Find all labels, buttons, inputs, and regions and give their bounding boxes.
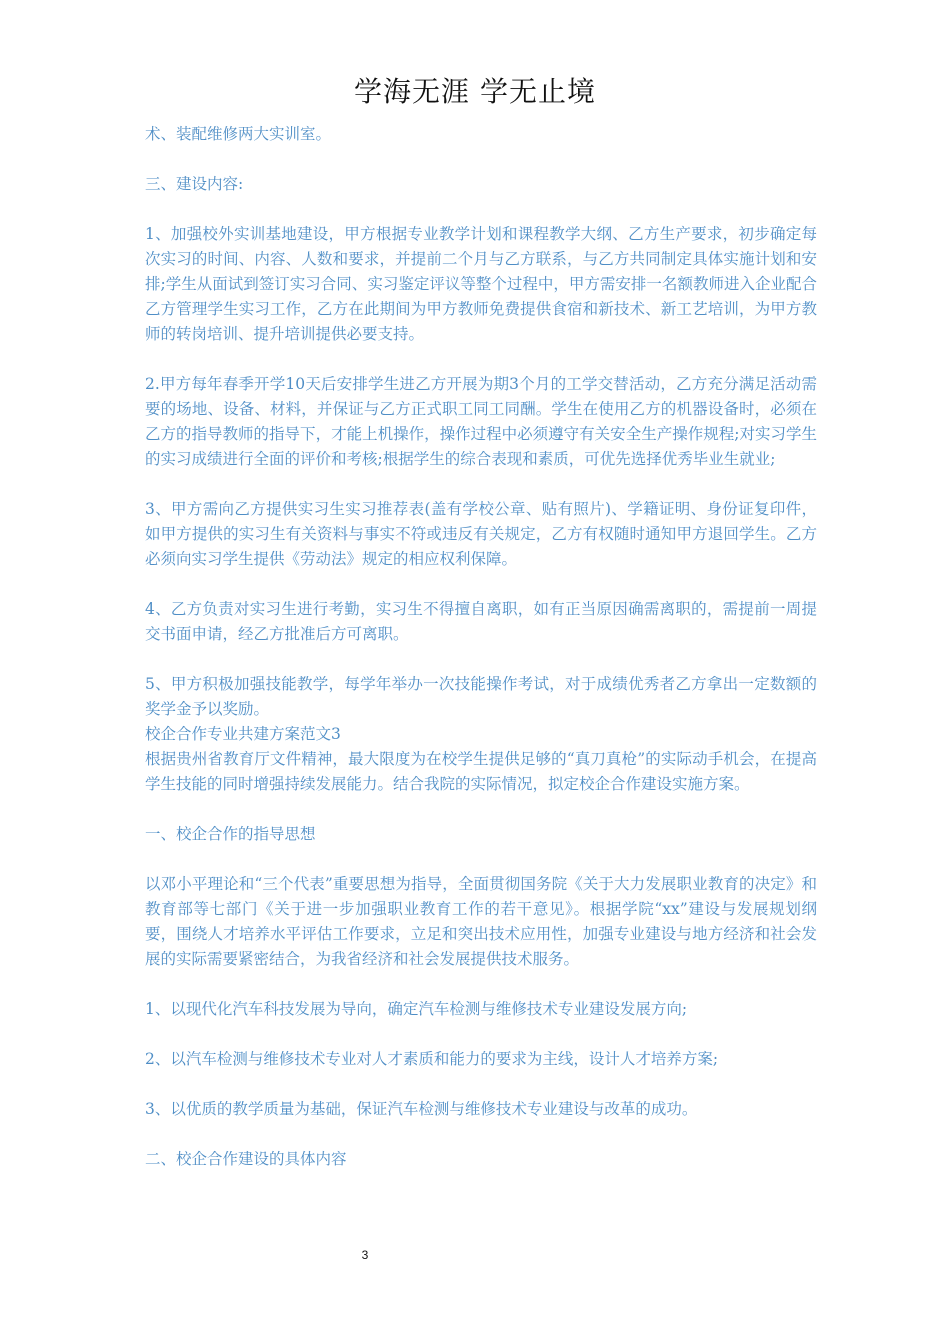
page-footer (0, 1248, 950, 1262)
section-heading-construction-content: 三、建设内容: (145, 175, 244, 193)
page-number: 3 (361, 1248, 369, 1262)
section-heading-specific-content: 二、校企合作建设的具体内容 (145, 1150, 347, 1168)
paragraph-principle-3: 3、以优质的教学质量为基础，保证汽车检测与维修技术专业建设与改革的成功。 (145, 1100, 698, 1118)
paragraph-gap (145, 1072, 817, 1097)
paragraph-item-3: 3、甲方需向乙方提供实习生实习推荐表(盖有学校公章、贴有照片)、学籍证明、身份证复印件，如甲方提供的实习生有关资料与事实不符或违反有关规定，乙方有权随时通知甲方退回学生。乙方必须向实习学生提供《劳动法》规定的相应权利保障。 (145, 500, 817, 568)
paragraph-item-1: 1、加强校外实训基地建设，甲方根据专业教学计划和课程教学大纲、乙方生产要求，初步确定每次实习的时间、内容、人数和要求，并提前二个月与乙方联系，与乙方共同制定具体实施计划和安排;学生从面试到签订实习合同、实习鉴定评议等整个过程中，甲方需安排一名额教师进入企业配合乙方管理学生实习工作，乙方在此期间为甲方教师免费提供食宿和新技术、新工艺培训，为甲方教师的转岗培训、提升培训提供必要支持。 (145, 225, 817, 343)
paragraph-gap (145, 147, 817, 172)
paragraph-gap (145, 472, 817, 497)
example-title: 校企合作专业共建方案范文3 (145, 725, 341, 743)
paragraph-principle-2: 2、以汽车检测与维修技术专业对人才素质和能力的要求为主线，设计人才培养方案; (145, 1050, 719, 1068)
paragraph-principle-1: 1、以现代化汽车科技发展为导向，确定汽车检测与维修技术专业建设发展方向; (145, 1000, 688, 1018)
paragraph-item-2: 2.甲方每年春季开学10天后安排学生进乙方开展为期3个月的工学交替活动，乙方充分满足活动需要的场地、设备、材料，并保证与乙方正式职工同工同酬。学生在使用乙方的机器设备时，必须在乙方的指导教师的指导下，才能上机操作，操作过程中必须遵守有关安全生产操作规程;对实习学生的实习成绩进行全面的评价和考核;根据学生的综合表现和素质，可优先选择优秀毕业生就业; (145, 375, 817, 468)
document-body (145, 122, 817, 1172)
paragraph-gap (145, 572, 817, 597)
paragraph-gap (145, 797, 817, 822)
paragraph-gap (145, 1122, 817, 1147)
paragraph-continuation: 术、装配维修两大实训室。 (145, 125, 332, 143)
paragraph-gap (145, 347, 817, 372)
paragraph-guiding-thought: 以邓小平理论和“三个代表”重要思想为指导，全面贯彻国务院《关于大力发展职业教育的决定》和教育部等七部门《关于进一步加强职业教育工作的若干意见》。根据学院“xx”建设与发展规划纲要，围绕人才培养水平评估工作要求，立足和突出技术应用性，加强专业建设与地方经济和社会发展的实际需要紧密结合，为我省经济和社会发展提供技术服务。 (145, 875, 817, 968)
paragraph-gap (145, 847, 817, 872)
paragraph-gap (145, 972, 817, 997)
paragraph-item-5: 5、甲方积极加强技能教学，每学年举办一次技能操作考试，对于成绩优秀者乙方拿出一定数额的奖学金予以奖励。 (145, 675, 817, 718)
paragraph-intro: 根据贵州省教育厅文件精神，最大限度为在校学生提供足够的“真刀真枪”的实际动手机会，在提高学生技能的同时增强持续发展能力。结合我院的实际情况，拟定校企合作建设实施方案。 (145, 750, 817, 793)
paragraph-gap (145, 197, 817, 222)
paragraph-item-4: 4、乙方负责对实习生进行考勤，实习生不得擅自离职，如有正当原因确需离职的，需提前一周提交书面申请，经乙方批准后方可离职。 (145, 600, 817, 643)
paragraph-gap (145, 1022, 817, 1047)
page-header-title: 学海无涯 学无止境 (354, 75, 596, 108)
paragraph-gap (145, 647, 817, 672)
section-heading-guiding-thought: 一、校企合作的指导思想 (145, 825, 316, 843)
